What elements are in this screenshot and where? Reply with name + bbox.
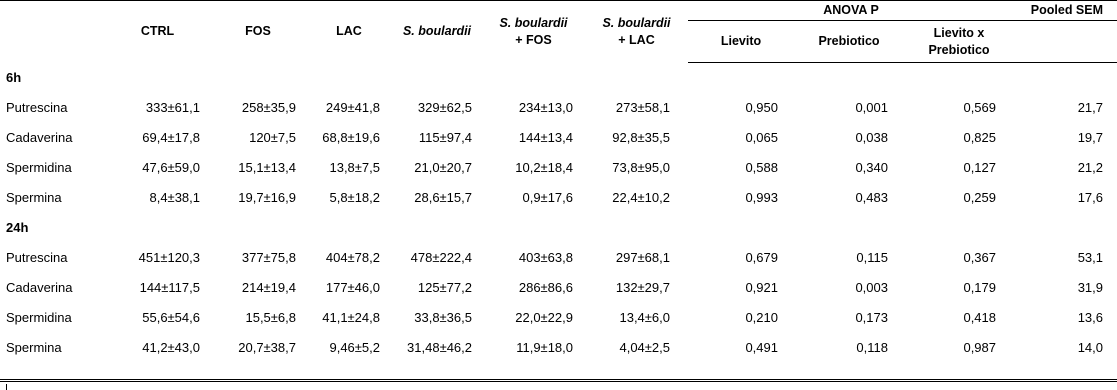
header-interaction-line1: Lievito x [933, 25, 985, 40]
cell-s-boulardii-fos: 0,9±17,6 [522, 190, 573, 205]
cell-p-prebiotico: 0,003 [855, 280, 888, 295]
cell-p-lievito: 0,679 [745, 250, 778, 265]
header-row-top [0, 1, 1117, 21]
cell-lac: 13,8±7,5 [329, 160, 380, 175]
cell-s-boulardii: 33,8±36,5 [414, 310, 472, 325]
cell-p-lievito: 0,065 [745, 130, 778, 145]
row-label: Cadaverina [6, 130, 73, 145]
cell-p-lievito: 0,491 [745, 340, 778, 355]
cell-s-boulardii-lac: 273±58,1 [615, 100, 670, 115]
row-label: Spermina [6, 340, 62, 355]
cell-lac: 9,46±5,2 [329, 340, 380, 355]
header-ctrl: CTRL [105, 1, 210, 63]
table-body [0, 63, 1117, 364]
cell-lac: 41,1±24,8 [322, 310, 380, 325]
cell-ctrl: 69,4±17,8 [142, 130, 200, 145]
cell-s-boulardii-lac: 92,8±35,5 [612, 130, 670, 145]
cell-s-boulardii: 21,0±20,7 [414, 160, 472, 175]
cell-p-lievito: 0,588 [745, 160, 778, 175]
cell-p-interaction: 0,367 [963, 250, 997, 265]
cell-p-prebiotico: 0,001 [855, 100, 888, 115]
table-row [0, 183, 1117, 213]
cell-pooled-sem: 53,1 [1077, 250, 1104, 265]
cell-ctrl: 8,4±38,1 [149, 190, 200, 205]
table-row [0, 333, 1117, 363]
cell-s-boulardii-lac: 297±68,1 [615, 250, 670, 265]
cell-s-boulardii-fos: 286±86,6 [518, 280, 573, 295]
header-lievito-x-prebiotico [904, 21, 1014, 63]
cell-s-boulardii-fos: 403±63,8 [518, 250, 573, 265]
cell-fos: 15,1±13,4 [238, 160, 296, 175]
cell-p-lievito: 0,950 [745, 100, 778, 115]
section-title: 6h [6, 70, 22, 85]
cell-p-interaction: 0,569 [963, 100, 997, 115]
cell-fos: 20,7±38,7 [238, 340, 296, 355]
row-label: Putrescina [6, 250, 68, 265]
header-sem-blank [1014, 21, 1117, 63]
cell-p-interaction: 0,259 [963, 190, 997, 205]
cell-pooled-sem: 31,9 [1077, 280, 1104, 295]
cell-p-prebiotico: 0,340 [855, 160, 888, 175]
cell-fos: 19,7±16,9 [238, 190, 296, 205]
cell-s-boulardii-fos: 234±13,0 [518, 100, 573, 115]
header-s-boulardii: S. boulardii [392, 1, 482, 63]
cell-s-boulardii: 125±77,2 [417, 280, 472, 295]
header-s-boulardii-lac-line2: + LAC [618, 32, 655, 47]
cell-ctrl: 47,6±59,0 [142, 160, 200, 175]
cell-pooled-sem: 13,6 [1077, 310, 1104, 325]
header-s-boulardii-fos-line1: S. boulardii [499, 15, 568, 30]
row-label: Spermidina [6, 310, 72, 325]
cell-s-boulardii: 329±62,5 [417, 100, 472, 115]
header-s-boulardii-lac-line1: S. boulardii [602, 15, 671, 30]
cell-s-boulardii: 31,48±46,2 [407, 340, 472, 355]
header-lac: LAC [306, 1, 392, 63]
row-label: Spermidina [6, 160, 72, 175]
table-row [0, 123, 1117, 153]
bottom-rule [0, 379, 1117, 382]
cell-fos: 120±7,5 [249, 130, 296, 145]
table-row [0, 93, 1117, 123]
cell-fos: 15,5±6,8 [245, 310, 296, 325]
cell-ctrl: 55,6±54,6 [142, 310, 200, 325]
cell-p-lievito: 0,993 [745, 190, 778, 205]
cell-s-boulardii-lac: 13,4±6,0 [619, 310, 670, 325]
header-s-boulardii-lac [585, 1, 688, 63]
row-label: Cadaverina [6, 280, 73, 295]
section-title: 24h [6, 220, 29, 235]
cell-s-boulardii: 115±97,4 [418, 130, 472, 145]
cell-s-boulardii: 478±222,4 [410, 250, 472, 265]
cell-p-interaction: 0,418 [963, 310, 997, 325]
cell-pooled-sem: 21,2 [1077, 160, 1104, 175]
cell-s-boulardii-fos: 144±13,4 [518, 130, 573, 145]
cell-p-interaction: 0,127 [963, 160, 997, 175]
cell-s-boulardii-lac: 4,04±2,5 [619, 340, 670, 355]
cell-s-boulardii: 28,6±15,7 [414, 190, 472, 205]
cell-lac: 404±78,2 [325, 250, 380, 265]
cell-lac: 5,8±18,2 [329, 190, 380, 205]
header-lievito: Lievito [688, 21, 794, 63]
table-row [0, 273, 1117, 303]
cell-pooled-sem: 21,7 [1077, 100, 1104, 115]
cell-p-prebiotico: 0,483 [855, 190, 888, 205]
cell-ctrl: 451±120,3 [138, 250, 200, 265]
cell-s-boulardii-fos: 11,9±18,0 [516, 340, 573, 355]
cell-p-prebiotico: 0,118 [856, 340, 888, 355]
cell-p-prebiotico: 0,115 [856, 250, 888, 265]
header-pooled-sem: Pooled SEM [1014, 1, 1117, 21]
corner-mark [6, 384, 7, 390]
header-s-boulardii-fos-line2: + FOS [515, 32, 552, 47]
row-label: Putrescina [6, 100, 68, 115]
cell-lac: 249±41,8 [325, 100, 380, 115]
header-prebiotico: Prebiotico [794, 21, 904, 63]
header-anova-p: ANOVA P [688, 1, 1014, 21]
table-row [0, 153, 1117, 183]
cell-fos: 258±35,9 [241, 100, 296, 115]
cell-p-prebiotico: 0,038 [855, 130, 888, 145]
cell-p-lievito: 0,921 [745, 280, 778, 295]
cell-pooled-sem: 19,7 [1077, 130, 1104, 145]
cell-fos: 377±75,8 [241, 250, 296, 265]
cell-fos: 214±19,4 [241, 280, 296, 295]
header-s-boulardii-fos [482, 1, 585, 63]
cell-p-lievito: 0,210 [745, 310, 778, 325]
cell-s-boulardii-lac: 22,4±10,2 [612, 190, 670, 205]
cell-s-boulardii-lac: 73,8±95,0 [612, 160, 670, 175]
cell-p-prebiotico: 0,173 [855, 310, 888, 325]
header-fos: FOS [210, 1, 306, 63]
section-row [0, 213, 1117, 243]
table-row [0, 303, 1117, 333]
cell-ctrl: 144±117,5 [139, 280, 200, 295]
header-interaction-line2: Prebiotico [928, 42, 990, 57]
cell-s-boulardii-fos: 10,2±18,4 [515, 160, 573, 175]
cell-s-boulardii-lac: 132±29,7 [615, 280, 670, 295]
cell-s-boulardii-fos: 22,0±22,9 [515, 310, 573, 325]
cell-lac: 68,8±19,6 [322, 130, 380, 145]
cell-p-interaction: 0,825 [963, 130, 997, 145]
cell-pooled-sem: 14,0 [1077, 340, 1104, 355]
cell-p-interaction: 0,987 [963, 340, 997, 355]
header-label-blank [0, 1, 105, 63]
cell-ctrl: 333±61,1 [145, 100, 200, 115]
table-row [0, 243, 1117, 273]
cell-pooled-sem: 17,6 [1077, 190, 1104, 205]
cell-lac: 177±46,0 [325, 280, 380, 295]
section-row [0, 63, 1117, 94]
cell-ctrl: 41,2±43,0 [142, 340, 200, 355]
row-label: Spermina [6, 190, 62, 205]
cell-p-interaction: 0,179 [963, 280, 997, 295]
